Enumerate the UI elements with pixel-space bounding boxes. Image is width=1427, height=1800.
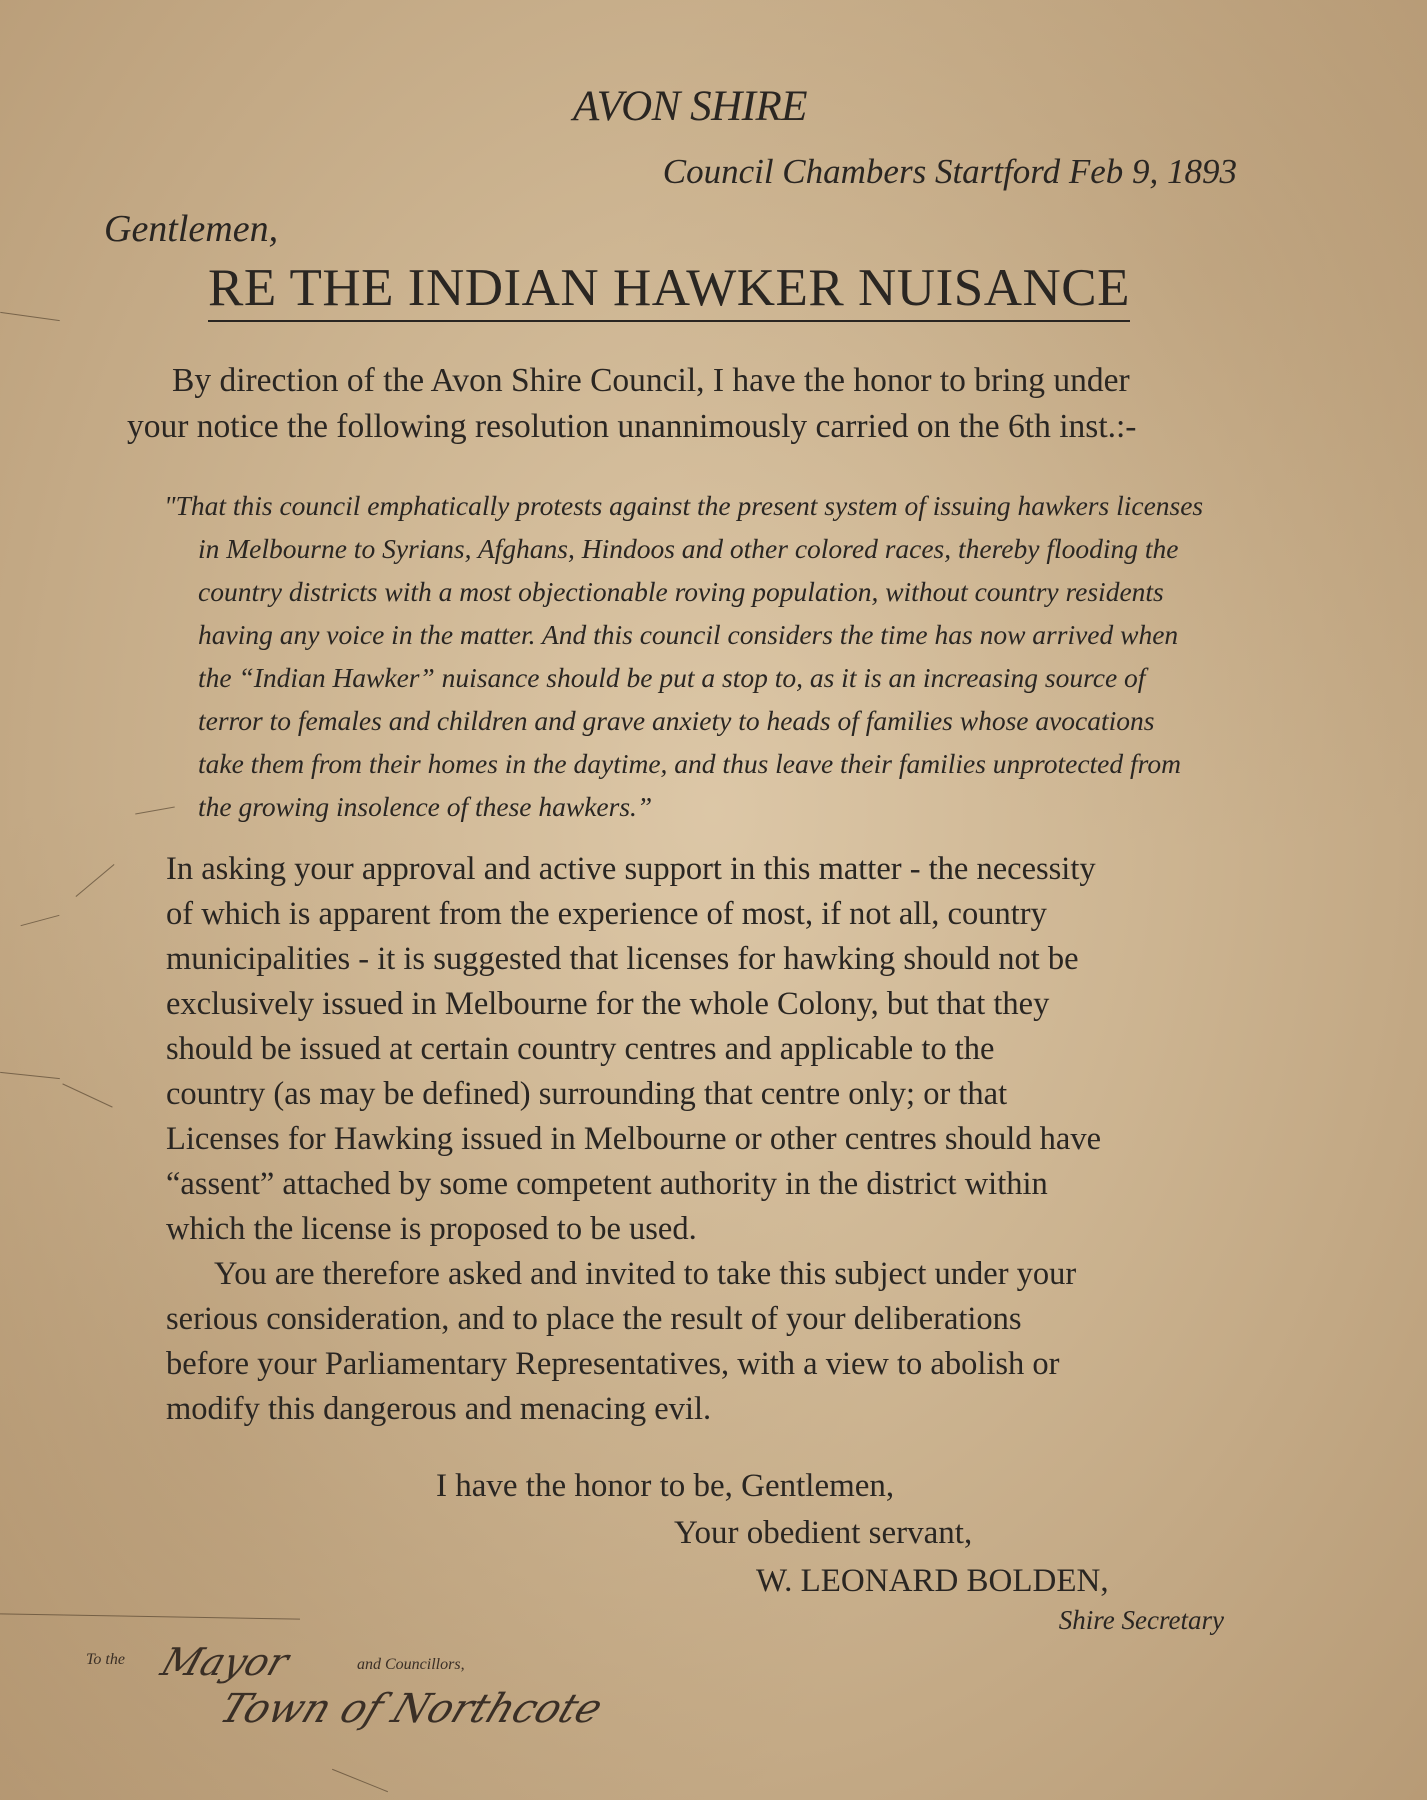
dateline: Council Chambers Startford Feb 9, 1893 (662, 152, 1237, 191)
paper-crease (76, 864, 115, 897)
closing-line: Your obedient servant, (674, 1515, 973, 1551)
body-line: You are therefore asked and invited to take this subject under your (214, 1256, 1077, 1292)
body-line: serious consideration, and to place the result of your deliberations (166, 1301, 1022, 1337)
shire-name: AVON SHIRE (573, 83, 807, 130)
closing-line: I have the honor to be, Gentlemen, (436, 1468, 895, 1504)
address-name-handwritten: Mayor (155, 1640, 295, 1684)
body-line: which the license is proposed to be used. (166, 1211, 697, 1247)
resolution-line: "That this council emphatically protests against the present system of issuing hawkers licenses (164, 490, 1204, 521)
resolution-line: terror to females and children and grave anxiety to heads of families whose avocations (198, 705, 1155, 736)
address-prefix: To the (86, 1651, 125, 1668)
resolution-line: in Melbourne to Syrians, Afghans, Hindoos and other colored races, thereby flooding the (198, 533, 1179, 564)
resolution-line: country districts with a most objectionable roving population, without country residents (198, 576, 1164, 607)
paper-crease (0, 312, 60, 321)
address-town-handwritten: Town of Northcote (213, 1686, 609, 1732)
paper-crease (135, 807, 175, 815)
resolution-line: having any voice in the matter. And this council considers the time has now arrived when (198, 619, 1179, 650)
paper-crease (0, 1072, 60, 1079)
body-line: municipalities - it is suggested that licenses for hawking should not be (166, 941, 1079, 977)
intro-line: By direction of the Avon Shire Council, I have the honor to bring under (172, 362, 1130, 399)
signatory-title: Shire Secretary (1058, 1605, 1224, 1635)
body-line: of which is apparent from the experience of most, if not all, country (166, 896, 1047, 932)
body-line: “assent” attached by some competent authority in the district within (166, 1166, 1048, 1202)
body-line: modify this dangerous and menacing evil. (166, 1391, 712, 1427)
paper-crease (332, 1769, 388, 1792)
salutation: Gentlemen, (104, 208, 279, 250)
paper-crease (62, 1083, 112, 1107)
resolution-line: the growing insolence of these hawkers.” (198, 791, 653, 822)
resolution-line: take them from their homes in the daytime, and thus leave their families unprotected from (198, 748, 1181, 779)
body-line: Licenses for Hawking issued in Melbourne or other centres should have (166, 1121, 1102, 1157)
intro-line: your notice the following resolution unannimously carried on the 6th inst.:- (127, 408, 1137, 445)
resolution-line: the “Indian Hawker” nuisance should be put a stop to, as it is an increasing source of (198, 662, 1146, 693)
body-line: In asking your approval and active support in this matter - the necessity (166, 851, 1096, 887)
body-line: country (as may be defined) surrounding that centre only; or that (166, 1076, 1008, 1112)
body-line: should be issued at certain country centres and applicable to the (166, 1031, 995, 1067)
paper-crease (0, 1613, 300, 1619)
headline: RE THE INDIAN HAWKER NUISANCE (208, 258, 1130, 322)
body-line: exclusively issued in Melbourne for the whole Colony, but that they (166, 986, 1050, 1022)
paper-crease (21, 915, 60, 926)
body-line: before your Parliamentary Representatives, with a view to abolish or (166, 1346, 1060, 1382)
signatory-name: W. LEONARD BOLDEN, (756, 1563, 1109, 1599)
address-suffix: and Councillors, (357, 1656, 465, 1673)
